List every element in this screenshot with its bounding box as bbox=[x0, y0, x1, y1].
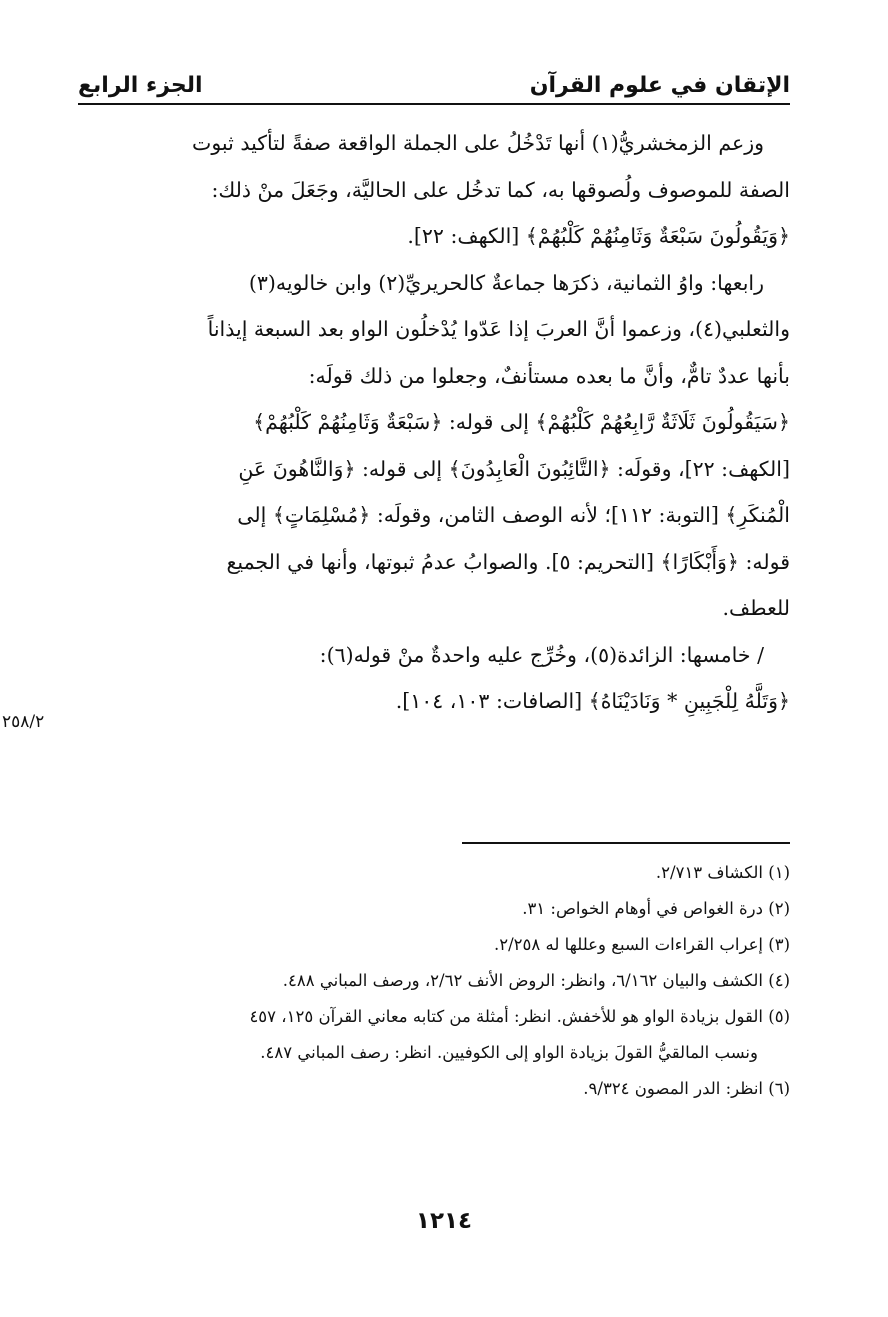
footnote: (٢) درة الغواص في أوهام الخواص: ٣١. bbox=[522, 899, 790, 918]
main-text bbox=[78, 120, 790, 725]
header-divider bbox=[78, 103, 790, 105]
text-line: [الكهف: ٢٢]، وقولَه: ﴿التَّائِبُونَ الْعَابِدُونَ﴾ إلى قوله: ﴿وَالنَّاهُونَ عَنِ bbox=[238, 456, 790, 481]
footnote: (٦) انظر: الدر المصون ٩/٣٢٤. bbox=[583, 1079, 790, 1098]
text-line: بأنها عددٌ تامٌّ، وأنَّ ما بعده مستأنفٌ، وجعلوا من ذلك قولَه: bbox=[308, 363, 790, 388]
running-header bbox=[78, 58, 790, 98]
text-line: الصفة للموصوف ولُصوقها به، كما تدخُل على الحاليَّة، وجَعَلَ منْ ذلك: bbox=[211, 177, 790, 202]
footnote: (١) الكشاف ٢/٧١٣. bbox=[655, 863, 790, 882]
text-line: قوله: ﴿وَأَبْكَارًا﴾ [التحريم: ٥]. والصوابُ عدمُ ثبوتها، وأنها في الجميع bbox=[226, 549, 790, 574]
footnote-continuation: ونسب المالقيُّ القولَ بزيادة الواو إلى الكوفيين. انظر: رصف المباني ٤٨٧. bbox=[260, 1043, 758, 1062]
book-title: الإتقان في علوم القرآن bbox=[529, 73, 790, 98]
page-number: ١٢١٤ bbox=[415, 1208, 473, 1234]
volume-title: الجزء الرابع bbox=[78, 73, 203, 98]
footnotes bbox=[78, 855, 790, 1107]
margin-reference: ٢٥٨/٢ bbox=[2, 712, 45, 732]
text-line: والثعلبي(٤)، وزعموا أنَّ العربَ إذا عَدّوا يُدْخلُون الواو بعد السبعة إيذاناً bbox=[207, 317, 790, 341]
text-line: الْمُنكَرِ﴾ [التوبة: ١١٢]؛ لأنه الوصف الثامن، وقولَه: ﴿مُسْلِمَاتٍ﴾ إلى bbox=[237, 503, 790, 527]
text-line: ﴿سَيَقُولُونَ ثَلَاثَةٌ رَّابِعُهُمْ كَلْبُهُمْ﴾ إلى قوله: ﴿سَبْعَةٌ وَثَامِنُهُمْ كَلْبُهُمْ﴾ bbox=[253, 410, 790, 434]
text-line: للعطف. bbox=[722, 596, 790, 620]
footnote: (٤) الكشف والبيان ٦/١٦٢، وانظر: الروض الأنف ٢/٦٢، ورصف المباني ٤٨٨. bbox=[282, 971, 790, 990]
text-line: / خامسها: الزائدة(٥)، وخُرِّج عليه واحدةٌ منْ قوله(٦): bbox=[319, 642, 764, 667]
footnote: (٣) إعراب القراءات السبع وعللها له ٢/٢٥٨. bbox=[494, 935, 790, 954]
text-line: وزعم الزمخشريُّ(١) أنها تَدْخُلُ على الجملة الواقعة صفةً لتأكيد ثبوت bbox=[192, 131, 764, 155]
text-line: رابعها: واوُ الثمانية، ذكرَها جماعةٌ كالحريريِّ(٢) وابن خالويه(٣) bbox=[248, 270, 764, 295]
footnote-divider bbox=[462, 842, 790, 844]
footnote: (٥) القول بزيادة الواو هو للأخفش. انظر: أمثلة من كتابه معاني القرآن ١٢٥، ٤٥٧ bbox=[249, 1007, 790, 1026]
text-line: ﴿وَيَقُولُونَ سَبْعَةٌ وَثَامِنُهُمْ كَلْبُهُمْ﴾ [الكهف: ٢٢]. bbox=[407, 224, 790, 248]
text-line: ﴿وَتَلَّهُ لِلْجَبِينِ * وَنَادَيْنَاهُ﴾ [الصافات: ١٠٣، ١٠٤]. bbox=[395, 689, 790, 713]
